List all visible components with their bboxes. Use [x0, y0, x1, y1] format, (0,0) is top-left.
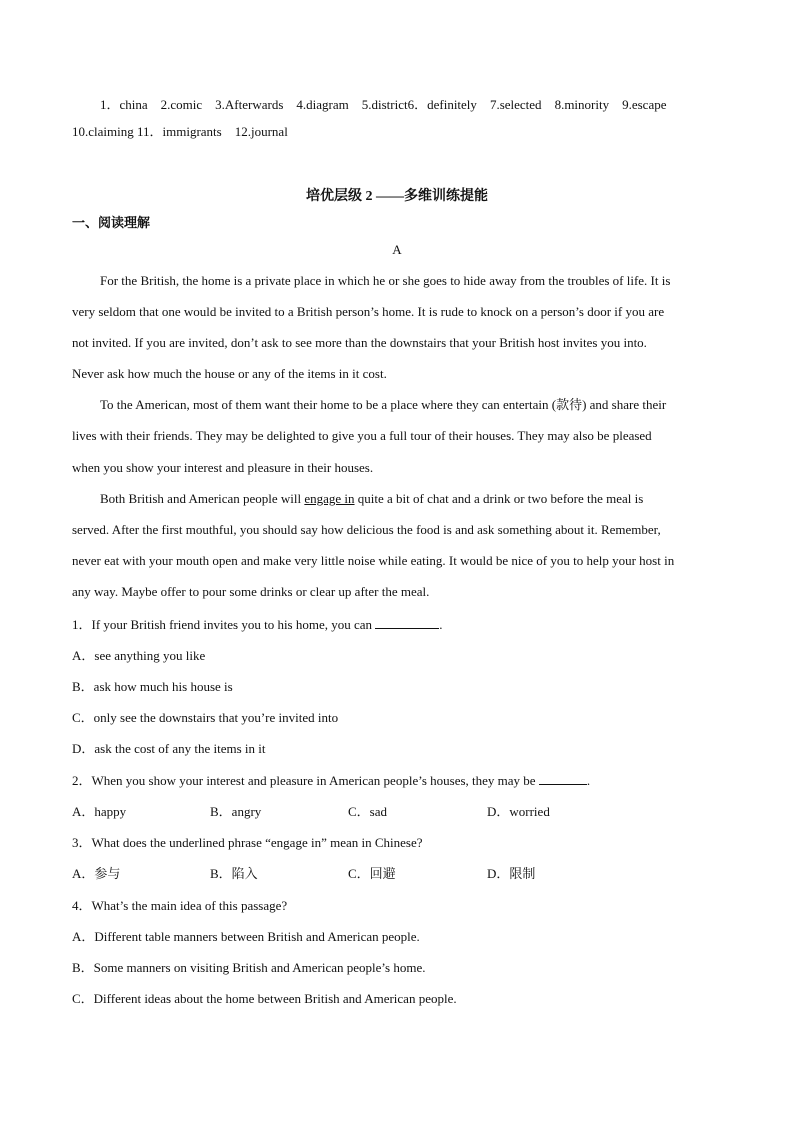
question-3-option-d: D．限制 — [487, 866, 536, 881]
answer-item: 7.selected — [489, 97, 542, 112]
paragraph-1-line-1: For the British, the home is a private place in which he or she goes to hide away from the troubles of life. It is — [100, 273, 671, 288]
question-4-option-a: A．Different table manners between British and American people. — [72, 929, 420, 944]
level-title: 培优层级 2 ——多维训练提能 — [306, 189, 488, 204]
question-2-option-b: B．angry — [210, 804, 262, 819]
paragraph-3-line-1 — [100, 490, 722, 508]
question-3-option-a: A．参与 — [72, 866, 121, 881]
question-1-option-b: B．ask how much his house is — [72, 679, 233, 694]
question-2-option-a: A．happy — [72, 804, 127, 819]
answer-item: 12.journal — [234, 124, 288, 139]
answer-item: 1．china — [100, 97, 148, 112]
answer-item: 5.district6．definitely — [361, 97, 477, 112]
question-text: 1．If your British friend invites you to his home, you can — [72, 617, 376, 632]
question-3-option-c: C．回避 — [348, 866, 396, 881]
paragraph-2-line-1: To the American, most of them want their home to be a place where they can entertain (款待) and share their — [100, 397, 667, 412]
passage-label: A — [392, 242, 402, 257]
question-1-option-a: A．see anything you like — [72, 648, 206, 663]
paragraph-1-line-2: very seldom that one would be invited to a British person’s home. It is rude to knock on a person’s door if you are — [72, 304, 665, 319]
answer-blank — [539, 772, 587, 785]
section-title: 一、阅读理解 — [72, 215, 151, 230]
underlined-phrase: engage in — [304, 491, 355, 506]
paragraph-3-line-2: served. After the first mouthful, you should say how delicious the food is and ask something about it. Remember, — [72, 522, 661, 537]
answer-item: 9.escape — [622, 97, 667, 112]
answer-item: 4.diagram — [296, 97, 349, 112]
paragraph-3-line-3: never eat with your mouth open and make very little noise while eating. It would be nice of you to help your host in — [72, 553, 675, 568]
answer-key-line-1 — [100, 96, 722, 114]
paragraph-2-line-2: lives with their friends. They may be delighted to give you a full tour of their houses. They may also be pleased — [72, 428, 652, 443]
answer-item: 10.claiming 11．immigrants — [72, 124, 222, 139]
answer-item: 3.Afterwards — [215, 97, 284, 112]
paragraph-3-text: quite a bit of chat and a drink or two before the meal is — [354, 491, 644, 506]
paragraph-2-line-3: when you show your interest and pleasure in their houses. — [72, 460, 374, 475]
question-1-option-c: C．only see the downstairs that you’re invited into — [72, 710, 339, 725]
paragraph-1-line-3: not invited. If you are invited, don’t ask to see more than the downstairs that your British host invites you into. — [72, 335, 647, 350]
paragraph-3-line-4: any way. Maybe offer to pour some drinks or clear up after the meal. — [72, 584, 430, 599]
question-4-option-c: C．Different ideas about the home between British and American people. — [72, 991, 457, 1006]
question-text-end: . — [439, 617, 443, 632]
paragraph-3-text: Both British and American people will — [100, 491, 305, 506]
question-4-option-b: B．Some manners on visiting British and American people’s home. — [72, 960, 426, 975]
answer-key-line-2 — [72, 123, 722, 141]
question-1-option-d: D．ask the cost of any the items in it — [72, 741, 266, 756]
question-2-stem — [72, 772, 722, 790]
question-3-stem: 3．What does the underlined phrase “engage in” mean in Chinese? — [72, 835, 423, 850]
answer-item: 2.comic — [160, 97, 203, 112]
question-2-option-c: C．sad — [348, 804, 388, 819]
answer-blank — [375, 616, 439, 629]
question-2-option-d: D．worried — [487, 804, 550, 819]
question-1-stem — [72, 616, 722, 634]
question-text-end: . — [586, 773, 591, 788]
question-3-option-b: B．陷入 — [210, 866, 258, 881]
paragraph-1-line-4: Never ask how much the house or any of the items in it cost. — [72, 366, 387, 381]
question-4-stem: 4．What’s the main idea of this passage? — [72, 898, 288, 913]
answer-item: 8.minority — [554, 97, 610, 112]
question-text: 2．When you show your interest and pleasure in American people’s houses, they may be — [72, 773, 539, 788]
